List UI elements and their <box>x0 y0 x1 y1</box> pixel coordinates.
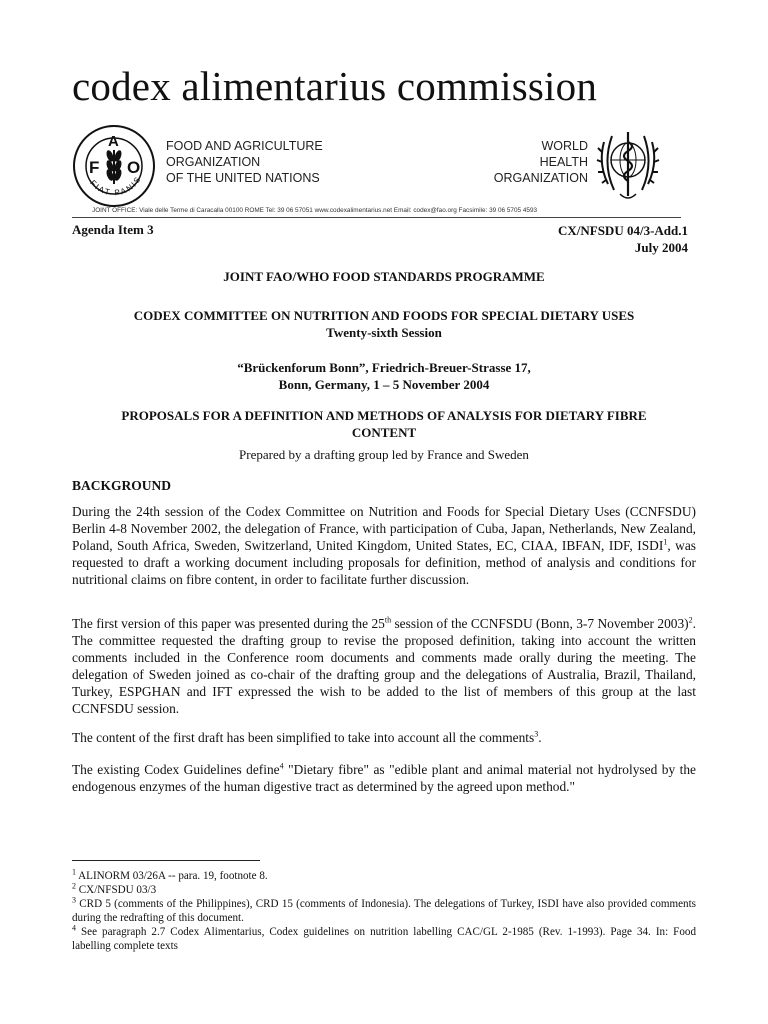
paragraph-4: The existing Codex Guidelines define$^4$ "Dietary fibre" as "edible plant and animal material not hydrolysed by the endogenous enzymes of the human digestive tract as determined by the agreed upon method." <box>72 761 697 795</box>
header-divider <box>72 217 681 218</box>
footnote-1: $^1$ ALINORM 03/26A -- para. 19, footnote 8. <box>72 867 268 882</box>
fao-letter-o: O <box>127 158 141 177</box>
paragraph-2: The first version of this paper was presented during the 25th session of the CCNFSDU (Bonn, 3-7 November 2003)$^2$. The committee requested the drafting group to revise the proposed definition, taking into account the written comments included in the Conference room documents and comments made orally during the meeting. The delegation of Sweden joined as co-chair of the drafting group and the delegations of Australia, Brazil, Thailand, Turkey, ESPGHAN and IFT expressed the wish to be added to the list of members of this group at the last CCNFSDU session. <box>72 615 696 717</box>
fao-name: FOOD AND AGRICULTURE ORGANIZATION OF THE UNITED NATIONS <box>166 139 323 185</box>
agenda-item: Agenda Item 3 <box>72 222 154 237</box>
venue-line-2: Bonn, Germany, 1 – 5 November 2004 <box>278 377 490 392</box>
who-name: WORLD HEALTH ORGANIZATION <box>493 139 588 185</box>
footnote-divider <box>72 860 260 861</box>
who-logo-icon <box>594 122 662 206</box>
footnote-3: $^3$ CRD 5 (comments of the Philippines), CRD 15 (comments of Indonesia). The delegations of Turkey, ISDI have also provided comments during the redrafting of this document. <box>72 895 697 924</box>
proposal-title-line-1: PROPOSALS FOR A DEFINITION AND METHODS OF ANALYSIS FOR DIETARY FIBRE <box>121 408 647 423</box>
committee-heading: CODEX COMMITTEE ON NUTRITION AND FOODS FOR SPECIAL DIETARY USES <box>133 308 635 323</box>
prepared-by: Prepared by a drafting group led by France and Sweden <box>239 447 529 462</box>
document-reference <box>558 222 688 256</box>
fao-logo-icon <box>72 124 156 208</box>
doc-ref-number: CX/NFSDU 04/3-Add.1 <box>557 223 688 238</box>
doc-date: July 2004 <box>634 240 688 255</box>
session-heading: Twenty-sixth Session <box>326 325 442 340</box>
proposal-title-line-2: CONTENT <box>351 425 417 440</box>
programme-heading: JOINT FAO/WHO FOOD STANDARDS PROGRAMME <box>223 269 545 284</box>
paragraph-3: The content of the first draft has been simplified to take into account all the comments$^3$. <box>72 729 542 745</box>
footnote-2: $^2$ CX/NFSDU 03/3 <box>72 881 157 896</box>
fao-motto: FIAT PANIS <box>88 173 144 198</box>
document-title: codex alimentarius commission <box>72 63 598 109</box>
venue-line-1: “Brückenforum Bonn”, Friedrich-Breuer-Strasse 17, <box>237 360 531 375</box>
background-heading: BACKGROUND <box>72 478 172 493</box>
fao-letter-f: F <box>89 158 100 177</box>
footnote-4: $^4$ See paragraph 2.7 Codex Alimentarius, Codex guidelines on nutrition labelling CAC/GL 2-1985 (Rev. 1-1993). Page 34. In: Food labelling complete texts <box>72 923 696 952</box>
joint-office-address: JOINT OFFICE: Viale delle Terme di Caracalla 00100 ROME Tel: 39 06 57051 www.codexalimentarius.net Email: codex@fao.org Facsimile: 39 06 5705 4593 <box>92 207 538 214</box>
paragraph-1: During the 24th session of the Codex Committee on Nutrition and Foods for Special Dietary Uses (CCNFSDU) Berlin 4-8 November 2002, the delegation of France, with participation of Cuba, Japan, Netherlands, New Zealand, Poland, South Africa, Sweden, Switzerland, United Kingdom, United States, EC, CIAA, IBFAN, IDF, ISDI$^1$, was requested to draft a working document including proposals for definition, method of analysis and conditions for nutritional claims on fibre content, in order to facilitate further discussion. <box>72 504 696 588</box>
fao-letter-a: A <box>108 133 119 150</box>
